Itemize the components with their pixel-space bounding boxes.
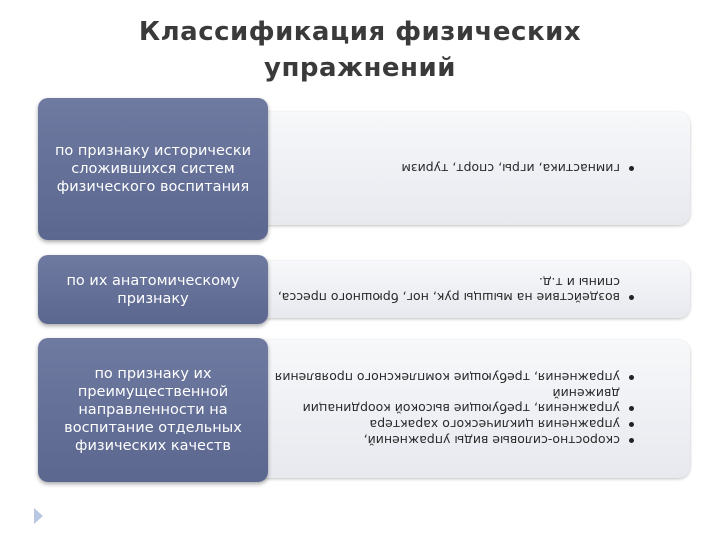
content-box-3 xyxy=(230,340,690,478)
list-item: гимнастика, игры, спорт, туризм xyxy=(246,162,634,177)
content-text-1 xyxy=(230,112,690,225)
next-slide-arrow-icon[interactable] xyxy=(34,508,43,524)
category-label-1: по признаку исторически сложившихся систем физического воспитания xyxy=(38,98,268,240)
category-label-3: по признаку их преимущественной направленности на воспитание отдельных физических качеств xyxy=(38,338,268,482)
list-item: упражнения, требующие комплексного проявления xyxy=(246,371,634,386)
list-item: воздействие на мышцы рук, ног, брюшного пресса, спины и т.д. xyxy=(246,275,634,305)
content-text-2 xyxy=(230,261,690,318)
content-box-2 xyxy=(230,261,690,318)
content-text-3 xyxy=(230,340,690,478)
content-box-1 xyxy=(230,112,690,225)
category-label-2: по их анатомическому признаку xyxy=(38,255,268,324)
slide-title: Классификация физических упражнений xyxy=(138,17,582,83)
list-item: упражнения, требующие высокой координации движений xyxy=(246,387,634,417)
list-item: упражнения циклического характера xyxy=(246,418,634,433)
list-item: скоростно-силовые виды упражнений, xyxy=(246,434,634,449)
